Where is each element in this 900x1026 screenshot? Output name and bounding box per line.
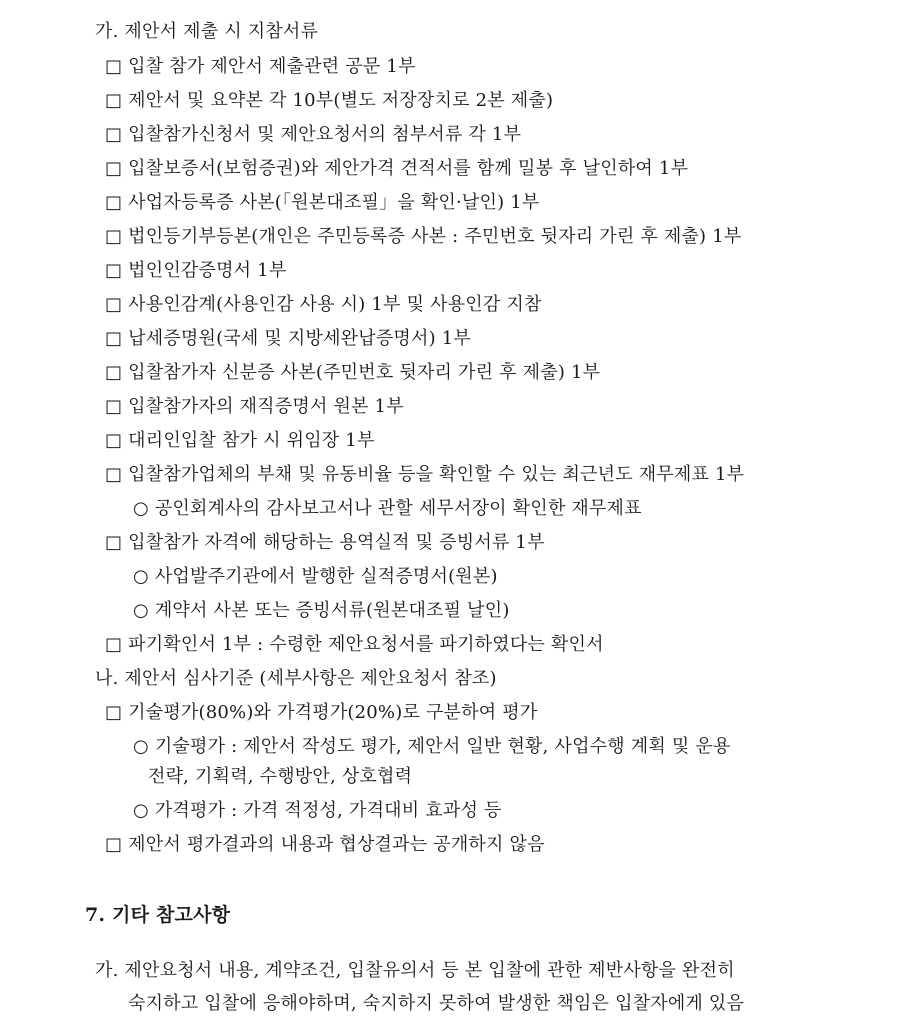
checkbox-icon: □ xyxy=(105,328,123,349)
circle-bullet-icon: ○ xyxy=(133,600,149,621)
checkbox-icon: □ xyxy=(105,90,123,111)
paragraph-line: 숙지하고 입찰에 응해야하며, 숙지하지 못하여 발생한 책임은 입찰자에게 있음 xyxy=(128,993,745,1014)
section-ga-heading: 가. 제안서 제출 시 지참서류 xyxy=(95,21,319,42)
checkbox-icon: □ xyxy=(105,192,123,213)
circle-bullet-icon: ○ xyxy=(133,736,149,757)
list-item: □ 입찰 참가 제안서 제출관련 공문 1부 xyxy=(105,56,416,77)
list-item: □ 법인인감증명서 1부 xyxy=(105,260,287,281)
checkbox-icon: □ xyxy=(105,634,123,655)
list-item: □ 입찰참가 자격에 해당하는 용역실적 및 증빙서류 1부 xyxy=(105,532,545,553)
checkbox-icon: □ xyxy=(105,124,123,145)
section-7-title: 7. 기타 참고사항 xyxy=(85,904,231,926)
sub-list-item-continuation: 전략, 기획력, 수행방안, 상호협력 xyxy=(148,766,413,787)
list-item: □ 제안서 평가결과의 내용과 협상결과는 공개하지 않음 xyxy=(105,834,545,855)
list-item: □ 입찰참가자의 재직증명서 원본 1부 xyxy=(105,396,404,417)
checkbox-icon: □ xyxy=(105,56,123,77)
checkbox-icon: □ xyxy=(105,396,123,417)
sub-list-item: ○ 가격평가 : 가격 적정성, 가격대비 효과성 등 xyxy=(133,800,502,821)
list-item: □ 납세증명원(국세 및 지방세완납증명서) 1부 xyxy=(105,328,471,349)
checkbox-icon: □ xyxy=(105,702,123,723)
checkbox-icon: □ xyxy=(105,294,123,315)
list-item: □ 제안서 및 요약본 각 10부(별도 저장장치로 2본 제출) xyxy=(105,90,554,111)
list-item: □ 입찰참가업체의 부채 및 유동비율 등을 확인할 수 있는 최근년도 재무제표 1부 xyxy=(105,464,745,485)
list-item: □ 기술평가(80%)와 가격평가(20%)로 구분하여 평가 xyxy=(105,702,538,723)
list-item: □ 법인등기부등본(개인은 주민등록증 사본 : 주민번호 뒷자리 가린 후 제출) 1부 xyxy=(105,226,742,247)
circle-bullet-icon: ○ xyxy=(133,566,149,587)
sub-list-item: ○ 계약서 사본 또는 증빙서류(원본대조필 날인) xyxy=(133,600,510,621)
sub-list-item: ○ 사업발주기관에서 발행한 실적증명서(원본) xyxy=(133,566,498,587)
checkbox-icon: □ xyxy=(105,834,123,855)
sub-list-item: ○ 공인회계사의 감사보고서나 관할 세무서장이 확인한 재무제표 xyxy=(133,498,642,519)
checkbox-icon: □ xyxy=(105,430,123,451)
list-item: □ 대리인입찰 참가 시 위임장 1부 xyxy=(105,430,375,451)
checkbox-icon: □ xyxy=(105,158,123,179)
checkbox-icon: □ xyxy=(105,260,123,281)
circle-bullet-icon: ○ xyxy=(133,498,149,519)
list-item: □ 사용인감계(사용인감 사용 시) 1부 및 사용인감 지참 xyxy=(105,294,542,315)
checkbox-icon: □ xyxy=(105,362,123,383)
section-na-heading: 나. 제안서 심사기준 (세부사항은 제안요청서 참조) xyxy=(95,668,497,689)
circle-bullet-icon: ○ xyxy=(133,800,149,821)
checkbox-icon: □ xyxy=(105,532,123,553)
list-item: □ 사업자등록증 사본(「원본대조필」을 확인·날인) 1부 xyxy=(105,192,540,213)
list-item: □ 입찰참가신청서 및 제안요청서의 첨부서류 각 1부 xyxy=(105,124,522,145)
checkbox-icon: □ xyxy=(105,464,123,485)
list-item: □ 입찰보증서(보험증권)와 제안가격 견적서를 함께 밀봉 후 날인하여 1부 xyxy=(105,158,689,179)
sub-list-item: ○ 기술평가 : 제안서 작성도 평가, 제안서 일반 현황, 사업수행 계획 및 운용 xyxy=(133,736,731,757)
checkbox-icon: □ xyxy=(105,226,123,247)
list-item: □ 파기확인서 1부 : 수령한 제안요청서를 파기하였다는 확인서 xyxy=(105,634,604,655)
paragraph-line: 가. 제안요청서 내용, 계약조건, 입찰유의서 등 본 입찰에 관한 제반사항을 완전히 xyxy=(95,960,735,981)
list-item: □ 입찰참가자 신분증 사본(주민번호 뒷자리 가린 후 제출) 1부 xyxy=(105,362,601,383)
